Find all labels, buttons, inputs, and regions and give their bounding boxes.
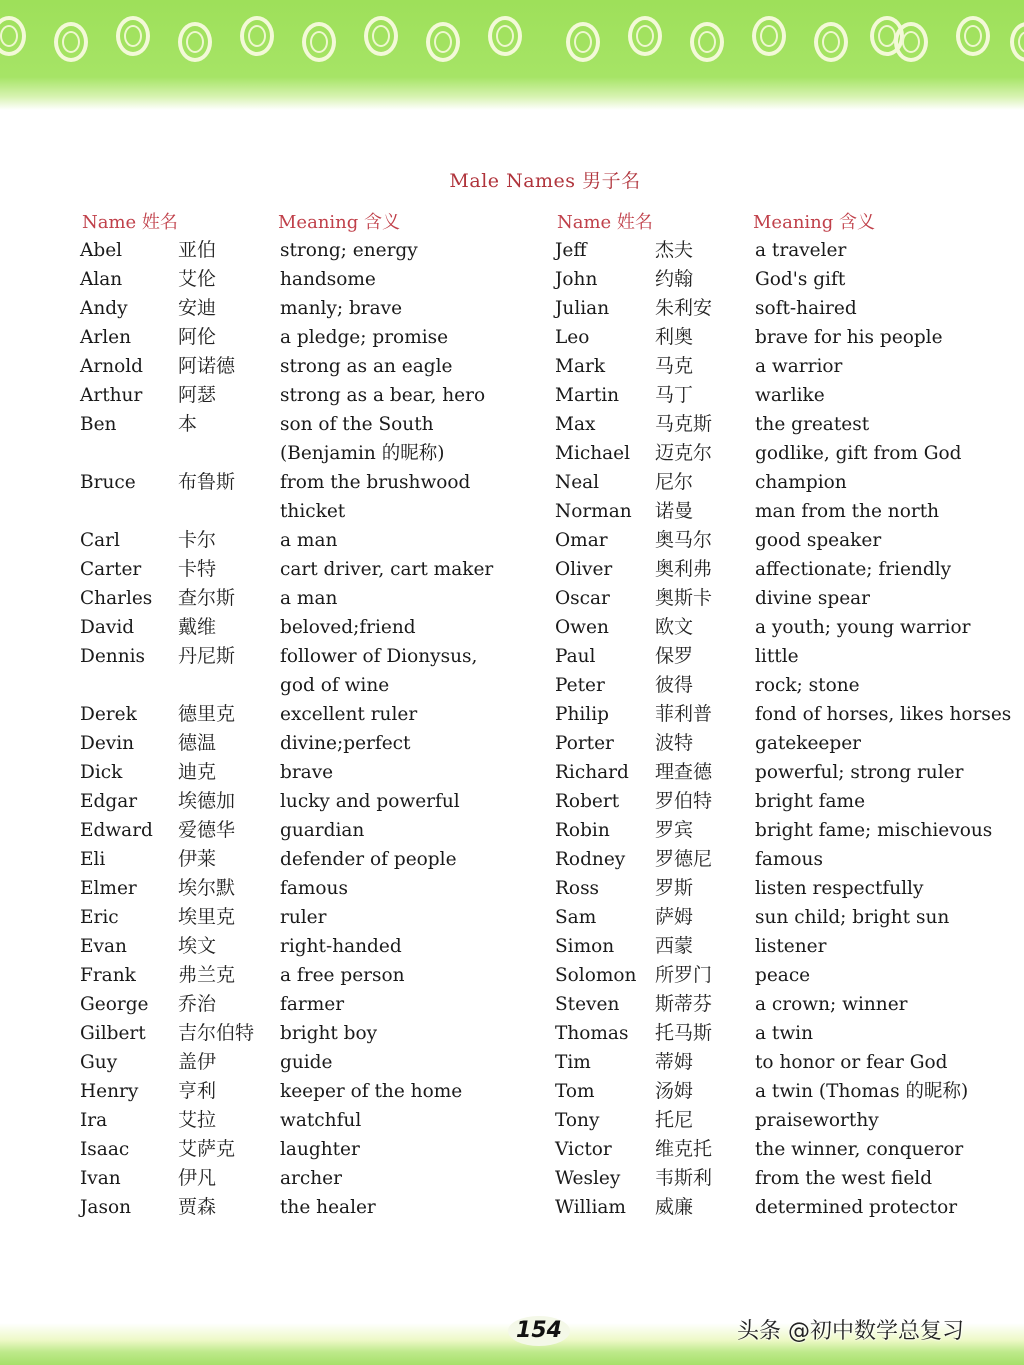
name-zh: 艾拉 xyxy=(178,1109,217,1131)
name-en: Tony xyxy=(555,1110,600,1131)
name-zh: 保罗 xyxy=(655,645,694,667)
name-zh: 阿伦 xyxy=(178,326,217,348)
name-en: Edgar xyxy=(80,791,138,812)
table-row xyxy=(555,439,1024,468)
name-en: Robin xyxy=(555,820,610,841)
name-zh: 亨利 xyxy=(178,1080,217,1102)
name-en: Arthur xyxy=(80,385,143,406)
ring-decoration-icon xyxy=(566,22,600,62)
name-meaning: strong as a bear, hero xyxy=(280,385,486,406)
header-meaning: Meaning 含义 xyxy=(278,212,401,233)
name-zh: 贾森 xyxy=(178,1196,217,1218)
name-en: Neal xyxy=(555,472,600,493)
name-zh: 韦斯利 xyxy=(655,1167,713,1189)
name-en: Rodney xyxy=(555,849,626,870)
table-row xyxy=(555,1106,1024,1135)
name-zh: 理查德 xyxy=(655,761,713,783)
ring-decoration-icon xyxy=(690,22,724,62)
name-en: Alan xyxy=(80,269,123,290)
name-zh: 亚伯 xyxy=(178,239,217,261)
table-row xyxy=(80,468,550,497)
name-meaning: gatekeeper xyxy=(755,733,861,754)
name-meaning: god of wine xyxy=(280,675,390,696)
name-meaning: excellent ruler xyxy=(280,704,418,725)
name-zh: 罗德尼 xyxy=(655,848,713,870)
header-meaning: Meaning 含义 xyxy=(753,212,876,233)
table-row xyxy=(555,323,1024,352)
name-en: Norman xyxy=(555,501,632,522)
name-zh: 利奥 xyxy=(655,326,694,348)
name-en: Eli xyxy=(80,849,106,870)
name-meaning: divine;perfect xyxy=(280,733,411,754)
name-en: Oliver xyxy=(555,559,613,580)
name-zh: 卡特 xyxy=(178,558,217,580)
name-en: Elmer xyxy=(80,878,137,899)
table-row xyxy=(80,439,550,468)
table-row xyxy=(555,961,1024,990)
name-zh: 波特 xyxy=(655,732,694,754)
name-meaning: strong; energy xyxy=(280,240,418,261)
table-row xyxy=(80,555,550,584)
table-row xyxy=(80,932,550,961)
name-meaning: famous xyxy=(280,878,348,899)
table-row xyxy=(80,381,550,410)
name-en: Victor xyxy=(555,1139,612,1160)
name-meaning: right-handed xyxy=(280,936,402,957)
name-en: Michael xyxy=(555,443,631,464)
name-zh: 埃里克 xyxy=(178,906,236,928)
name-meaning: famous xyxy=(755,849,823,870)
table-row xyxy=(555,903,1024,932)
decorative-top-band xyxy=(0,0,1024,110)
table-row xyxy=(555,787,1024,816)
name-meaning: ruler xyxy=(280,907,327,928)
name-en: Jason xyxy=(80,1197,131,1218)
name-zh: 尼尔 xyxy=(655,471,694,493)
name-meaning: archer xyxy=(280,1168,342,1189)
name-en: Ben xyxy=(80,414,117,435)
name-meaning: defender of people xyxy=(280,849,457,870)
name-en: Owen xyxy=(555,617,609,638)
name-meaning: guardian xyxy=(280,820,365,841)
name-en: William xyxy=(555,1197,626,1218)
name-meaning: a twin (Thomas 的昵称) xyxy=(755,1081,969,1102)
table-row xyxy=(555,1019,1024,1048)
name-meaning: bright fame; mischievous xyxy=(755,820,993,841)
name-meaning: guide xyxy=(280,1052,333,1073)
name-zh: 卡尔 xyxy=(178,529,217,551)
name-en: Sam xyxy=(555,907,597,928)
table-row xyxy=(555,526,1024,555)
name-en: Porter xyxy=(555,733,614,754)
table-row xyxy=(80,1048,550,1077)
ring-decoration-icon xyxy=(814,22,848,62)
table-row xyxy=(555,352,1024,381)
name-zh: 萨姆 xyxy=(655,906,694,928)
ring-decoration-icon xyxy=(54,22,88,62)
name-zh: 阿诺德 xyxy=(178,355,236,377)
name-meaning: good speaker xyxy=(755,530,882,551)
name-meaning: man from the north xyxy=(755,501,940,522)
name-meaning: follower of Dionysus, xyxy=(280,646,478,667)
name-meaning: manly; brave xyxy=(280,298,403,319)
name-en: Evan xyxy=(80,936,127,957)
name-en: Arnold xyxy=(80,356,144,377)
table-row xyxy=(80,323,550,352)
name-zh: 戴维 xyxy=(178,616,217,638)
name-en: Dennis xyxy=(80,646,146,667)
name-en: Eric xyxy=(80,907,119,928)
name-en: Tom xyxy=(555,1081,595,1102)
table-row xyxy=(80,584,550,613)
table-row xyxy=(80,497,550,526)
name-zh: 汤姆 xyxy=(655,1080,694,1102)
name-en: Omar xyxy=(555,530,608,551)
name-en: Tim xyxy=(555,1052,591,1073)
name-zh: 埃尔默 xyxy=(178,877,236,899)
table-row xyxy=(80,1164,550,1193)
name-meaning: listen respectfully xyxy=(755,878,924,899)
name-zh: 菲利普 xyxy=(655,703,713,725)
table-row xyxy=(555,874,1024,903)
name-en: Philip xyxy=(555,704,609,725)
table-row xyxy=(555,729,1024,758)
table-row xyxy=(80,410,550,439)
ring-decoration-icon xyxy=(364,16,398,56)
table-row xyxy=(555,410,1024,439)
name-en: Carl xyxy=(80,530,120,551)
name-en: Abel xyxy=(80,240,123,261)
name-zh: 弗兰克 xyxy=(178,964,236,986)
name-zh: 罗斯 xyxy=(655,877,694,899)
name-zh: 托马斯 xyxy=(655,1022,713,1044)
name-meaning: God's gift xyxy=(755,269,846,290)
name-zh: 伊凡 xyxy=(178,1167,217,1189)
name-en: Richard xyxy=(555,762,629,783)
name-zh: 约翰 xyxy=(655,268,694,290)
ring-decoration-icon xyxy=(628,16,662,56)
ring-decoration-icon xyxy=(0,16,26,56)
name-meaning: godlike, gift from God xyxy=(755,443,962,464)
table-row xyxy=(80,526,550,555)
name-zh: 埃德加 xyxy=(178,790,236,812)
name-meaning: son of the South xyxy=(280,414,434,435)
name-zh: 迪克 xyxy=(178,761,217,783)
table-row xyxy=(80,787,550,816)
table-row xyxy=(80,700,550,729)
table-row xyxy=(80,990,550,1019)
name-en: Martin xyxy=(555,385,620,406)
name-zh: 威廉 xyxy=(655,1196,694,1218)
name-zh: 杰夫 xyxy=(655,239,694,261)
name-meaning: a man xyxy=(280,530,338,551)
name-zh: 艾萨克 xyxy=(178,1138,236,1160)
name-zh: 蒂姆 xyxy=(655,1051,694,1073)
name-zh: 阿瑟 xyxy=(178,384,217,406)
table-row xyxy=(80,1077,550,1106)
table-row xyxy=(80,758,550,787)
name-en: Bruce xyxy=(80,472,136,493)
name-meaning: little xyxy=(755,646,799,667)
name-meaning: (Benjamin 的昵称) xyxy=(280,443,445,464)
header-name: Name 姓名 xyxy=(82,212,178,233)
table-row xyxy=(555,497,1024,526)
name-zh: 伊莱 xyxy=(178,848,217,870)
table-row xyxy=(80,671,550,700)
name-zh: 本 xyxy=(178,413,198,435)
table-row xyxy=(555,816,1024,845)
name-meaning: soft-haired xyxy=(755,298,857,319)
name-meaning: bright fame xyxy=(755,791,866,812)
name-meaning: affectionate; friendly xyxy=(755,559,952,580)
name-meaning: rock; stone xyxy=(755,675,860,696)
name-zh: 吉尔伯特 xyxy=(178,1022,255,1044)
name-zh: 查尔斯 xyxy=(178,587,236,609)
name-en: Jeff xyxy=(555,240,587,261)
ring-decoration-icon xyxy=(1010,22,1024,62)
name-en: Oscar xyxy=(555,588,610,609)
table-row xyxy=(555,932,1024,961)
table-row xyxy=(555,1048,1024,1077)
name-en: George xyxy=(80,994,149,1015)
name-en: Max xyxy=(555,414,596,435)
name-en: Ross xyxy=(555,878,600,899)
name-zh: 奥斯卡 xyxy=(655,587,713,609)
table-row xyxy=(80,1193,550,1222)
name-meaning: the greatest xyxy=(755,414,870,435)
name-en: Robert xyxy=(555,791,620,812)
name-en: Guy xyxy=(80,1052,118,1073)
name-en: David xyxy=(80,617,135,638)
name-meaning: sun child; bright sun xyxy=(755,907,950,928)
name-meaning: praiseworthy xyxy=(755,1110,879,1131)
table-row xyxy=(80,961,550,990)
name-en: Charles xyxy=(80,588,153,609)
names-table-right xyxy=(555,208,1024,1222)
table-row xyxy=(555,584,1024,613)
watermark: 头条 @初中数学总复习 xyxy=(737,1319,964,1344)
page-number: 154 xyxy=(508,1316,570,1346)
table-body xyxy=(80,236,550,1222)
table-row xyxy=(555,294,1024,323)
name-meaning: to honor or fear God xyxy=(755,1052,948,1073)
name-meaning: determined protector xyxy=(755,1197,958,1218)
name-en: John xyxy=(555,269,598,290)
table-row xyxy=(80,845,550,874)
table-row xyxy=(80,729,550,758)
name-meaning: bright boy xyxy=(280,1023,378,1044)
page-title: Male Names 男子名 xyxy=(449,170,641,192)
name-meaning: farmer xyxy=(280,994,345,1015)
name-en: Ira xyxy=(80,1110,108,1131)
name-zh: 盖伊 xyxy=(178,1051,217,1073)
name-meaning: a free person xyxy=(280,965,405,986)
name-meaning: a traveler xyxy=(755,240,847,261)
name-meaning: beloved;friend xyxy=(280,617,416,638)
name-meaning: listener xyxy=(755,936,827,957)
name-en: Leo xyxy=(555,327,590,348)
table-row xyxy=(80,642,550,671)
name-zh: 罗伯特 xyxy=(655,790,713,812)
ring-decoration-icon xyxy=(752,16,786,56)
name-meaning: strong as an eagle xyxy=(280,356,453,377)
table-row xyxy=(80,352,550,381)
name-meaning: a man xyxy=(280,588,338,609)
table-row xyxy=(80,294,550,323)
name-zh: 布鲁斯 xyxy=(178,471,236,493)
name-zh: 彼得 xyxy=(655,674,694,696)
name-en: Dick xyxy=(80,762,123,783)
name-meaning: divine spear xyxy=(755,588,871,609)
name-meaning: peace xyxy=(755,965,811,986)
table-row xyxy=(555,845,1024,874)
name-meaning: warlike xyxy=(755,385,825,406)
name-meaning: the healer xyxy=(280,1197,376,1218)
table-row xyxy=(80,265,550,294)
name-zh: 丹尼斯 xyxy=(178,645,236,667)
table-row xyxy=(555,381,1024,410)
table-row xyxy=(80,903,550,932)
ring-decoration-icon xyxy=(240,16,274,56)
table-row xyxy=(555,700,1024,729)
name-en: Wesley xyxy=(555,1168,621,1189)
table-row xyxy=(555,468,1024,497)
ring-decoration-icon xyxy=(488,16,522,56)
name-zh: 安迪 xyxy=(178,297,217,319)
name-zh: 埃文 xyxy=(178,935,217,957)
names-table-left xyxy=(80,208,550,1222)
table-row xyxy=(555,758,1024,787)
name-zh: 奥利弗 xyxy=(655,558,713,580)
table-row xyxy=(555,1193,1024,1222)
name-en: Simon xyxy=(555,936,615,957)
name-zh: 马克斯 xyxy=(655,413,713,435)
name-en: Steven xyxy=(555,994,620,1015)
name-zh: 迈克尔 xyxy=(655,442,713,464)
name-meaning: brave xyxy=(280,762,334,783)
name-zh: 罗宾 xyxy=(655,819,694,841)
header-name: Name 姓名 xyxy=(557,212,653,233)
table-row xyxy=(80,1106,550,1135)
name-meaning: from the west field xyxy=(755,1168,933,1189)
name-meaning: a twin xyxy=(755,1023,814,1044)
name-zh: 马丁 xyxy=(655,384,694,406)
table-row xyxy=(80,236,550,265)
ring-decoration-icon xyxy=(956,16,990,56)
name-en: Frank xyxy=(80,965,136,986)
name-zh: 奥马尔 xyxy=(655,529,713,551)
table-row xyxy=(555,613,1024,642)
name-en: Isaac xyxy=(80,1139,130,1160)
table-row xyxy=(555,236,1024,265)
name-zh: 托尼 xyxy=(655,1109,694,1131)
table-row xyxy=(555,990,1024,1019)
name-zh: 朱利安 xyxy=(655,297,713,319)
name-meaning: a pledge; promise xyxy=(280,327,449,348)
name-en: Devin xyxy=(80,733,135,754)
name-en: Mark xyxy=(555,356,606,377)
name-en: Arlen xyxy=(80,327,131,348)
table-row xyxy=(80,816,550,845)
name-meaning: lucky and powerful xyxy=(280,791,460,812)
table-row xyxy=(555,555,1024,584)
name-meaning: keeper of the home xyxy=(280,1081,463,1102)
name-en: Peter xyxy=(555,675,605,696)
table-row xyxy=(555,671,1024,700)
name-en: Gilbert xyxy=(80,1023,146,1044)
name-meaning: brave for his people xyxy=(755,327,943,348)
name-meaning: watchful xyxy=(280,1110,362,1131)
name-meaning: a crown; winner xyxy=(755,994,908,1015)
table-row xyxy=(80,1135,550,1164)
table-body xyxy=(555,236,1024,1222)
name-zh: 所罗门 xyxy=(655,964,713,986)
table-header xyxy=(80,208,550,236)
ring-decoration-icon xyxy=(894,22,928,62)
name-zh: 爱德华 xyxy=(178,819,236,841)
name-zh: 乔治 xyxy=(178,993,217,1015)
name-en: Paul xyxy=(555,646,596,667)
name-en: Andy xyxy=(80,298,128,319)
table-header xyxy=(555,208,1024,236)
name-en: Derek xyxy=(80,704,137,725)
name-meaning: cart driver, cart maker xyxy=(280,559,494,580)
name-zh: 马克 xyxy=(655,355,694,377)
ring-decoration-icon xyxy=(302,22,336,62)
name-en: Ivan xyxy=(80,1168,121,1189)
ring-decoration-icon xyxy=(116,16,150,56)
table-row xyxy=(555,1164,1024,1193)
name-meaning: champion xyxy=(755,472,847,493)
ring-decoration-icon xyxy=(178,22,212,62)
name-en: Thomas xyxy=(555,1023,629,1044)
name-zh: 艾伦 xyxy=(178,268,217,290)
table-row xyxy=(80,613,550,642)
ring-decoration-icon xyxy=(426,22,460,62)
name-meaning: thicket xyxy=(280,501,346,522)
name-meaning: handsome xyxy=(280,269,376,290)
table-row xyxy=(555,642,1024,671)
name-meaning: from the brushwood xyxy=(280,472,471,493)
name-en: Henry xyxy=(80,1081,139,1102)
name-en: Edward xyxy=(80,820,153,841)
table-row xyxy=(80,1019,550,1048)
name-meaning: the winner, conqueror xyxy=(755,1139,964,1160)
name-en: Solomon xyxy=(555,965,637,986)
name-zh: 维克托 xyxy=(655,1138,713,1160)
name-meaning: a warrior xyxy=(755,356,843,377)
name-zh: 德温 xyxy=(178,732,217,754)
name-en: Carter xyxy=(80,559,142,580)
table-row xyxy=(80,874,550,903)
name-meaning: laughter xyxy=(280,1139,360,1160)
name-en: Julian xyxy=(555,298,610,319)
name-zh: 德里克 xyxy=(178,703,236,725)
name-zh: 诺曼 xyxy=(655,500,694,522)
name-meaning: fond of horses, likes horses xyxy=(755,704,1012,725)
name-meaning: powerful; strong ruler xyxy=(755,762,964,783)
table-row xyxy=(555,265,1024,294)
table-row xyxy=(555,1135,1024,1164)
name-zh: 斯蒂芬 xyxy=(655,993,713,1015)
table-row xyxy=(555,1077,1024,1106)
name-zh: 欧文 xyxy=(655,616,694,638)
name-zh: 西蒙 xyxy=(655,935,694,957)
name-meaning: a youth; young warrior xyxy=(755,617,971,638)
